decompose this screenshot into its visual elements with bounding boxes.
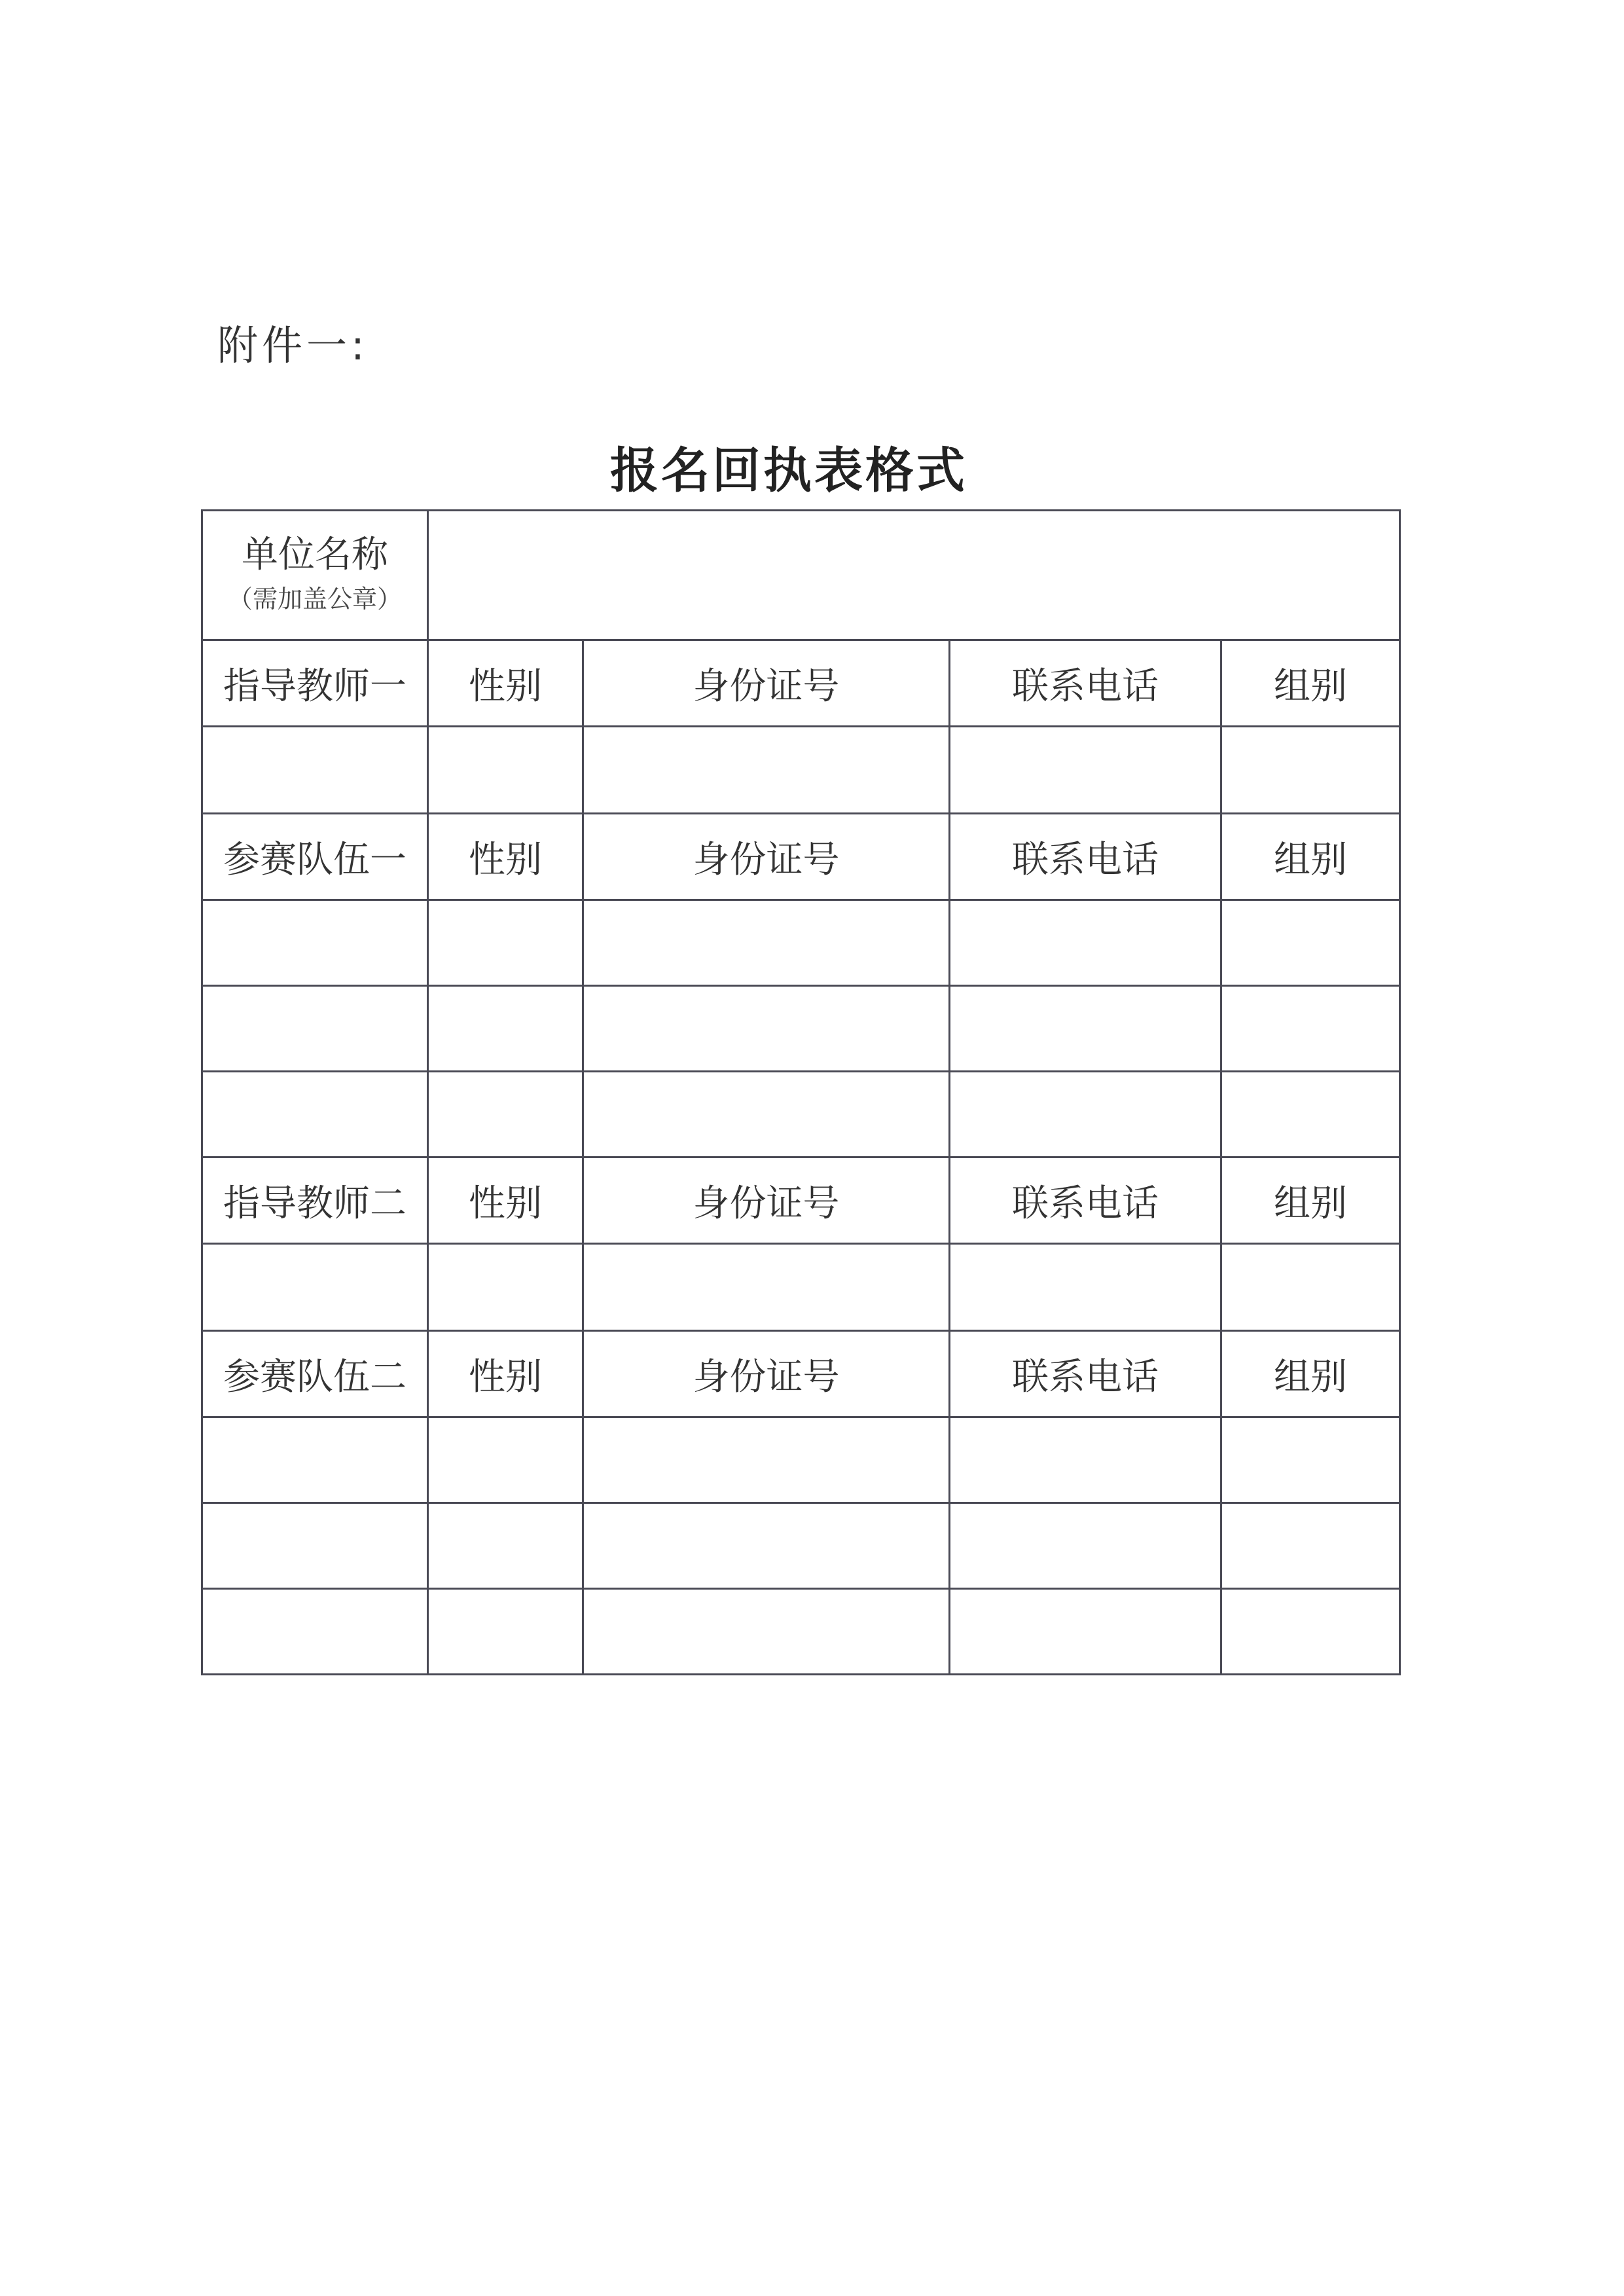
id-input-cell[interactable] xyxy=(583,986,950,1072)
header-group: 组别 xyxy=(1221,814,1400,900)
registration-table xyxy=(201,509,1401,1675)
phone-input-cell[interactable] xyxy=(950,900,1221,986)
section-header-row xyxy=(202,1157,1400,1244)
group-input-cell[interactable] xyxy=(1221,1244,1400,1331)
gender-input-cell[interactable] xyxy=(428,1589,583,1675)
header-id-number: 身份证号 xyxy=(583,640,950,727)
header-id-number: 身份证号 xyxy=(583,1157,950,1244)
phone-input-cell[interactable] xyxy=(950,1072,1221,1157)
gender-input-cell[interactable] xyxy=(428,986,583,1072)
unit-label-cell xyxy=(202,511,428,640)
gender-input-cell[interactable] xyxy=(428,1072,583,1157)
name-input-cell[interactable] xyxy=(202,986,428,1072)
header-gender: 性别 xyxy=(428,814,583,900)
form-title: 报名回执表格式 xyxy=(610,443,967,499)
group-input-cell[interactable] xyxy=(1221,1503,1400,1589)
table-row xyxy=(202,727,1400,814)
group-input-cell[interactable] xyxy=(1221,986,1400,1072)
gender-input-cell[interactable] xyxy=(428,727,583,814)
name-input-cell[interactable] xyxy=(202,1072,428,1157)
gender-input-cell[interactable] xyxy=(428,1417,583,1503)
table-row xyxy=(202,986,1400,1072)
name-input-cell[interactable] xyxy=(202,1417,428,1503)
header-phone: 联系电话 xyxy=(950,814,1221,900)
table-row xyxy=(202,1072,1400,1157)
phone-input-cell[interactable] xyxy=(950,1589,1221,1675)
name-input-cell[interactable] xyxy=(202,1503,428,1589)
table-row xyxy=(202,1503,1400,1589)
header-phone: 联系电话 xyxy=(950,1157,1221,1244)
name-input-cell[interactable] xyxy=(202,727,428,814)
header-id-number: 身份证号 xyxy=(583,814,950,900)
header-gender: 性别 xyxy=(428,1331,583,1417)
header-group: 组别 xyxy=(1221,1157,1400,1244)
phone-input-cell[interactable] xyxy=(950,1503,1221,1589)
table-row xyxy=(202,1244,1400,1331)
unit-name-label: 单位名称 xyxy=(242,533,388,576)
unit-seal-note: （需加盖公章） xyxy=(227,584,402,613)
header-id-number: 身份证号 xyxy=(583,1331,950,1417)
id-input-cell[interactable] xyxy=(583,1244,950,1331)
group-input-cell[interactable] xyxy=(1221,1417,1400,1503)
name-input-cell[interactable] xyxy=(202,900,428,986)
id-input-cell[interactable] xyxy=(583,1417,950,1503)
phone-input-cell[interactable] xyxy=(950,986,1221,1072)
phone-input-cell[interactable] xyxy=(950,1417,1221,1503)
role-cell: 参赛队伍一 xyxy=(202,814,428,900)
section-header-row xyxy=(202,640,1400,727)
name-input-cell[interactable] xyxy=(202,1244,428,1331)
phone-input-cell[interactable] xyxy=(950,727,1221,814)
id-input-cell[interactable] xyxy=(583,727,950,814)
id-input-cell[interactable] xyxy=(583,1589,950,1675)
attachment-label: 附件一: xyxy=(217,321,369,369)
name-input-cell[interactable] xyxy=(202,1589,428,1675)
group-input-cell[interactable] xyxy=(1221,900,1400,986)
section-header-row xyxy=(202,1331,1400,1417)
table-row xyxy=(202,1417,1400,1503)
header-group: 组别 xyxy=(1221,640,1400,727)
group-input-cell[interactable] xyxy=(1221,727,1400,814)
gender-input-cell[interactable] xyxy=(428,900,583,986)
gender-input-cell[interactable] xyxy=(428,1244,583,1331)
role-cell: 指导教师一 xyxy=(202,640,428,727)
header-phone: 联系电话 xyxy=(950,1331,1221,1417)
group-input-cell[interactable] xyxy=(1221,1072,1400,1157)
role-cell: 指导教师二 xyxy=(202,1157,428,1244)
phone-input-cell[interactable] xyxy=(950,1244,1221,1331)
role-cell: 参赛队伍二 xyxy=(202,1331,428,1417)
id-input-cell[interactable] xyxy=(583,1503,950,1589)
unit-row xyxy=(202,511,1400,640)
gender-input-cell[interactable] xyxy=(428,1503,583,1589)
header-gender: 性别 xyxy=(428,640,583,727)
header-phone: 联系电话 xyxy=(950,640,1221,727)
section-header-row xyxy=(202,814,1400,900)
header-group: 组别 xyxy=(1221,1331,1400,1417)
unit-name-value[interactable] xyxy=(428,511,1400,640)
table-row xyxy=(202,1589,1400,1675)
table-row xyxy=(202,900,1400,986)
group-input-cell[interactable] xyxy=(1221,1589,1400,1675)
id-input-cell[interactable] xyxy=(583,900,950,986)
header-gender: 性别 xyxy=(428,1157,583,1244)
id-input-cell[interactable] xyxy=(583,1072,950,1157)
